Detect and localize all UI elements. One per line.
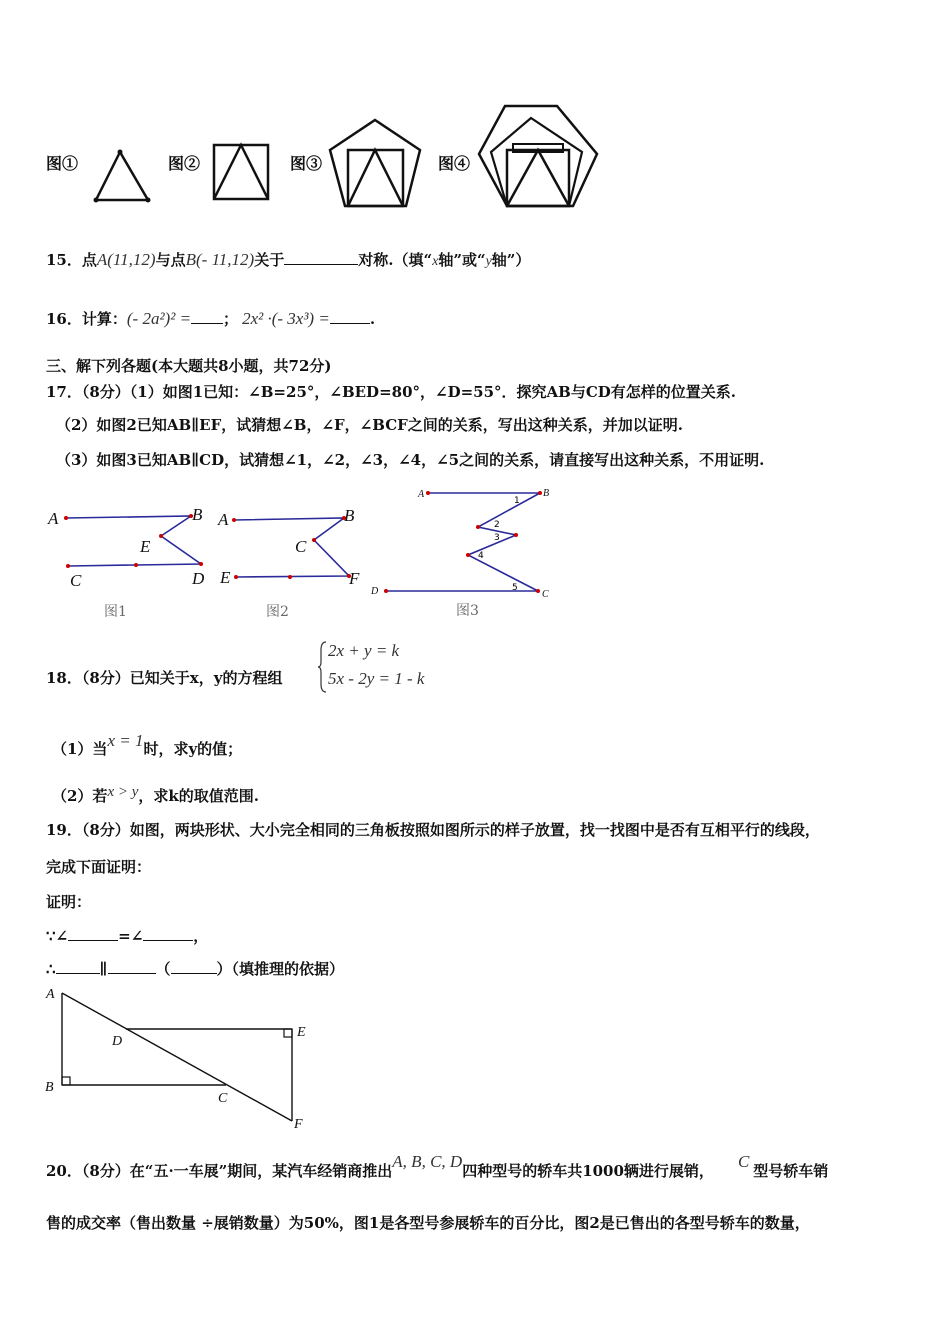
expression-1: (- 2a²)² =	[126, 309, 192, 328]
q18-part2	[52, 785, 259, 806]
q18-text: 时，求y的值；	[143, 740, 243, 758]
label-a: A	[46, 987, 55, 1002]
label-c: C	[70, 571, 82, 590]
label-d: D	[112, 1034, 123, 1049]
figure-1-triangle	[92, 150, 152, 205]
point-a: A(11,12)	[96, 250, 156, 269]
fig3-label: 图③	[290, 154, 323, 173]
answer-blank[interactable]	[330, 309, 370, 324]
label-b: B	[344, 506, 355, 525]
answer-blank[interactable]	[171, 959, 217, 974]
angle-5: 5	[512, 583, 518, 593]
figure-3-caption: 图3	[456, 603, 479, 619]
q15-text: 点	[81, 251, 97, 269]
q20-text: 20．（8分）在“五·一车展”期间，某汽车经销商推出	[46, 1162, 393, 1180]
fig4-label: 图④	[438, 154, 471, 173]
q19-line2: 完成下面证明：	[46, 858, 152, 876]
q17-figure-3	[366, 485, 566, 617]
q20-line2: 售的成交率（售出数量 ÷展销数量）为50%，图1是各型号参展轿车的百分比，图2是已售出的各型号轿车的数量，	[46, 1214, 810, 1232]
label-e: E	[140, 537, 151, 556]
y-var: y	[485, 254, 492, 269]
figure-2-square-triangle	[212, 143, 272, 203]
q19-text: ∵∠	[46, 927, 69, 945]
q16-text: ；	[223, 310, 239, 328]
answer-blank[interactable]	[68, 926, 118, 941]
q19-therefore	[46, 958, 344, 979]
q19-text: ）（填推理的依据）	[216, 960, 345, 978]
q16-number: 16．	[46, 310, 82, 328]
system-brace	[318, 640, 328, 694]
angle-3: 3	[494, 533, 500, 543]
label-d: D	[371, 586, 379, 597]
fig1-label: 图①	[46, 154, 79, 173]
q18-text: （2）若	[52, 787, 108, 805]
model-c: C	[737, 1152, 750, 1171]
label-e: E	[297, 1025, 306, 1040]
q15-text: 与点	[155, 251, 186, 269]
q15-text: 关于	[254, 251, 285, 269]
q17-line2: （2）如图2已知AB∥EF，试猜想∠B，∠F，∠BCF之间的关系，写出这种关系，并加以证明.	[56, 416, 684, 434]
models-abcd: A, B, C, D	[392, 1152, 463, 1171]
q15-line	[46, 249, 530, 270]
condition-x-gt-y: x > y	[107, 784, 139, 800]
q18-text: ，求k的取值范围.	[138, 787, 259, 805]
equation-1: 2x + y = k	[328, 641, 400, 660]
point-b: B(- 11,12)	[185, 250, 255, 269]
label-c: C	[542, 589, 549, 600]
label-b: B	[543, 488, 550, 499]
q20-text: 四种型号的轿车共1000辆进行展销，	[462, 1162, 714, 1180]
label-b: B	[192, 505, 203, 524]
q19-line1: 19．（8分）如图，两块形状、大小完全相同的三角板按照如图所示的样子放置，找一找图中是否有互相平行的线段，	[46, 821, 820, 839]
answer-blank[interactable]	[143, 926, 193, 941]
q19-text: （	[155, 960, 171, 978]
q18-text: （1）当	[52, 740, 108, 758]
label-f: F	[349, 569, 360, 588]
expression-2: 2x² ·(- 3x³) =	[242, 309, 330, 328]
label-a: A	[48, 509, 59, 528]
q17-figure-1	[46, 500, 216, 622]
q19-proof: 证明：	[46, 893, 92, 911]
section-3-heading: 三、解下列各题(本大题共8小题，共72分)	[46, 357, 332, 375]
answer-blank[interactable]	[108, 959, 156, 974]
figure-2-caption: 图2	[266, 604, 289, 620]
q17-line1: 17．（8分）（1）如图1已知：∠B=25°，∠BED=80°，∠D=55°．探究AB与CD有怎样的位置关系.	[46, 383, 737, 401]
q19-text: ∴	[46, 960, 56, 978]
figure-4-hexagon	[477, 104, 602, 209]
q20-text: 型号轿车销	[753, 1162, 829, 1180]
q16-line	[46, 308, 375, 329]
answer-blank[interactable]	[284, 250, 358, 265]
q16-text: .	[369, 310, 376, 328]
answer-blank[interactable]	[56, 959, 100, 974]
answer-blank[interactable]	[191, 309, 223, 324]
q19-text: =∠	[118, 927, 144, 945]
figure-1-caption: 图1	[104, 604, 127, 620]
x-var: x	[432, 254, 439, 269]
q18-intro: 18．（8分）已知关于x，y的方程组	[46, 669, 283, 687]
fig2-label: 图②	[168, 154, 201, 173]
q20-line1	[46, 1152, 829, 1181]
q15-text: 对称.（填“	[358, 251, 433, 269]
angle-1: 1	[514, 496, 520, 506]
q19-because	[46, 925, 208, 946]
angle-4: 4	[478, 551, 484, 561]
figure-3-pentagon	[328, 118, 423, 210]
angle-2: 2	[494, 520, 500, 530]
label-a: A	[418, 489, 425, 500]
q17-figure-2	[216, 500, 366, 622]
q19-text: ，	[193, 927, 209, 945]
q17-line3: （3）如图3已知AB∥CD，试猜想∠1，∠2，∠3，∠4，∠5之间的关系，请直接写出这种关系，不用证明.	[56, 451, 765, 469]
q16-text: 计算：	[81, 310, 127, 328]
label-e: E	[220, 568, 231, 587]
q18-part1	[52, 731, 243, 759]
equation-2: 5x - 2y = 1 - k	[328, 669, 425, 688]
q19-figure	[40, 985, 320, 1135]
label-a: A	[218, 510, 229, 529]
q15-text: 轴”）	[491, 251, 531, 269]
q15-text: 轴”或“	[438, 251, 486, 269]
q19-text: ∥	[99, 960, 108, 978]
label-c: C	[218, 1091, 228, 1106]
q15-number: 15．	[46, 251, 82, 269]
label-f: F	[294, 1117, 303, 1132]
label-c: C	[295, 537, 307, 556]
condition-x-eq-1: x = 1	[107, 731, 144, 750]
label-d: D	[192, 569, 205, 588]
label-b: B	[45, 1080, 54, 1095]
